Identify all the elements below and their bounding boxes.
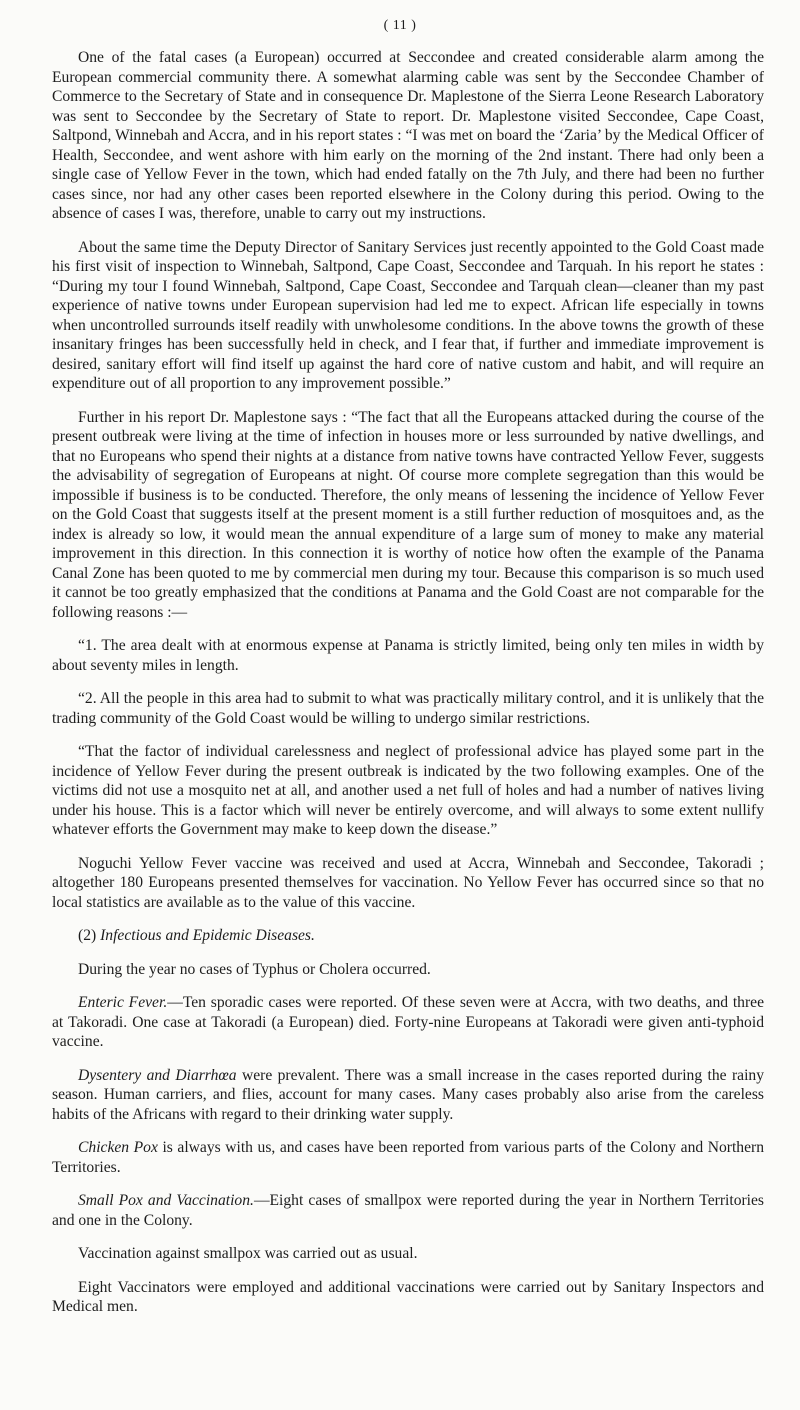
paragraph-deputy-director-report: About the same time the Deputy Director of Sanitary Services just recently appointed to the Gold Coast made his first visit of inspection to Winnebah, Saltpond, Cape Coast, Seccondee and Tarquah. In his report he states : “During my tour I found Winnebah, Saltpond, Cape Coast, Seccondee and Tarquah clean—cleaner than my past experience of native towns under European supervision had led me to expect. African life especially in towns when uncontrolled surrounds itself readily with unwholesome conditions. In the above towns the growth of these insanitary fringes has been successfully held in check, and I fear that, if further and immediate improvement is desired, sanitary effort will find itself up against the hard core of native custom and habit, and will require an expenditure out of all proportion to any improvement possible.”	[52, 238, 764, 392]
paragraph-chicken-pox	[52, 1138, 764, 1177]
topic-text-small-pox: —Eight cases of smallpox were reported during the year in Northern Territories and one in the Colony.	[52, 1192, 765, 1229]
paragraph-vaccinators: Eight Vaccinators were employed and additional vaccinations were carried out by Sanitary Inspectors and Medical men.	[52, 1278, 764, 1315]
section-heading-number: (2)	[78, 927, 97, 944]
topic-lead-dysentery: Dysentery and Diarrhœa	[78, 1066, 237, 1084]
paragraph-noguchi-vaccine: Noguchi Yellow Fever vaccine was received and used at Accra, Winnebah and Seccondee, Takoradi ; altogether 180 Europeans presented themselves for vaccination. No Yellow Fever has occurred since so that no local statistics are available as to the value of this vaccine.	[52, 854, 764, 911]
topic-lead-chicken-pox: Chicken Pox	[78, 1139, 158, 1156]
paragraph-individual-carelessness: “That the factor of individual carelessness and neglect of professional advice has played some part in the incidence of Yellow Fever during the present outbreak is indicated by the two following examples. One of the victims did not use a mosquito net at all, and another used a net full of holes and had a number of natives living under his house. This is a factor which will never be entirely overcome, and will always to some extent nullify whatever efforts the Government may make to keep down the disease.”	[52, 743, 764, 838]
paragraph-panama-reason-1: “1. The area dealt with at enormous expense at Panama is strictly limited, being only ten miles in width by about seventy miles in length.	[52, 637, 764, 674]
paragraph-panama-reason-2: “2. All the people in this area had to submit to what was practically military control, and it is unlikely that the trading community of the Gold Coast would be willing to undergo similar restrictions.	[52, 690, 764, 727]
paragraph-dysentery	[52, 1066, 764, 1125]
paragraph-small-pox	[52, 1191, 764, 1230]
section-heading	[52, 926, 764, 946]
page-number: ( 11 )	[383, 18, 417, 33]
topic-text-chicken-pox: is always with us, and cases have been reported from various parts of the Colony and Northern Territories.	[52, 1139, 765, 1176]
topic-text-enteric-fever: —Ten sporadic cases were reported. Of these seven were at Accra, with two deaths, and three at Takoradi. One case at Takoradi (a European) died. Forty-nine Europeans at Takoradi were given anti-typhoid vaccine.	[52, 994, 764, 1050]
topic-lead-enteric-fever: Enteric Fever.	[78, 994, 168, 1011]
paragraph-vaccination-usual: Vaccination against smallpox was carried out as usual.	[78, 1245, 418, 1262]
topic-lead-small-pox: Small Pox and Vaccination.	[78, 1192, 254, 1209]
paragraph-enteric-fever	[52, 993, 764, 1052]
topic-text-dysentery: were prevalent. There was a small increase in the cases reported during the rainy season. Human carriers, and flies, account for many cases. Many cases probably also arise from the careless habits of the Africans with regard to their drinking water supply.	[52, 1066, 764, 1123]
paragraph-maplestone-segregation: Further in his report Dr. Maplestone says : “The fact that all the Europeans attacked during the course of the present outbreak were living at the time of infection in houses more or less surrounded by native dwellings, and that no Europeans who spend their nights at a distance from native towns have contracted Yellow Fever, suggests the advisability of segregation of Europeans at night. Of course more complete segregation than this would be impossible if business is to be conducted. Therefore, the only means of lessening the incidence of Yellow Fever on the Gold Coast that suggests itself at the present moment is a still further reduction of mosquitoes and, as the index is already so low, it would mean the annual expenditure of a large sum of money to make any material improvement in this direction. In this connection it is worthy of notice how often the example of the Panama Canal Zone has been quoted to me by commercial men during my tour. Because this comparison is so much used it cannot be too greatly emphasized that the conditions at Panama and the Gold Coast are not comparable for the following reasons :—	[52, 408, 764, 621]
paragraph-typhus-cholera: During the year no cases of Typhus or Cholera occurred.	[78, 960, 431, 978]
paragraph-seccondee-case: One of the fatal cases (a European) occurred at Seccondee and created considerable alarm among the European commercial community there. A somewhat alarming cable was sent by the Seccondee Chamber of Commerce to the Secretary of State and in consequence Dr. Maplestone of the Sierra Leone Research Laboratory was sent to Seccondee by the Secretary of State to report. Dr. Maplestone visited Seccondee, Cape Coast, Saltpond, Winnebah and Accra, and in his report states : “I was met on board the ‘Zaria’ by the Medical Officer of Health, Seccondee, and went ashore with him early on the morning of the 2nd instant. There had only been a single case of Yellow Fever in the town, which had ended fatally on the 7th July, and there had been no further cases since, nor had any other cases been reported elsewhere in the Colony during this period. Owing to the absence of cases I was, therefore, unable to carry out my instructions.	[52, 49, 764, 222]
body-text	[52, 48, 764, 1331]
section-heading-title: Infectious and Epidemic Diseases.	[100, 927, 315, 944]
